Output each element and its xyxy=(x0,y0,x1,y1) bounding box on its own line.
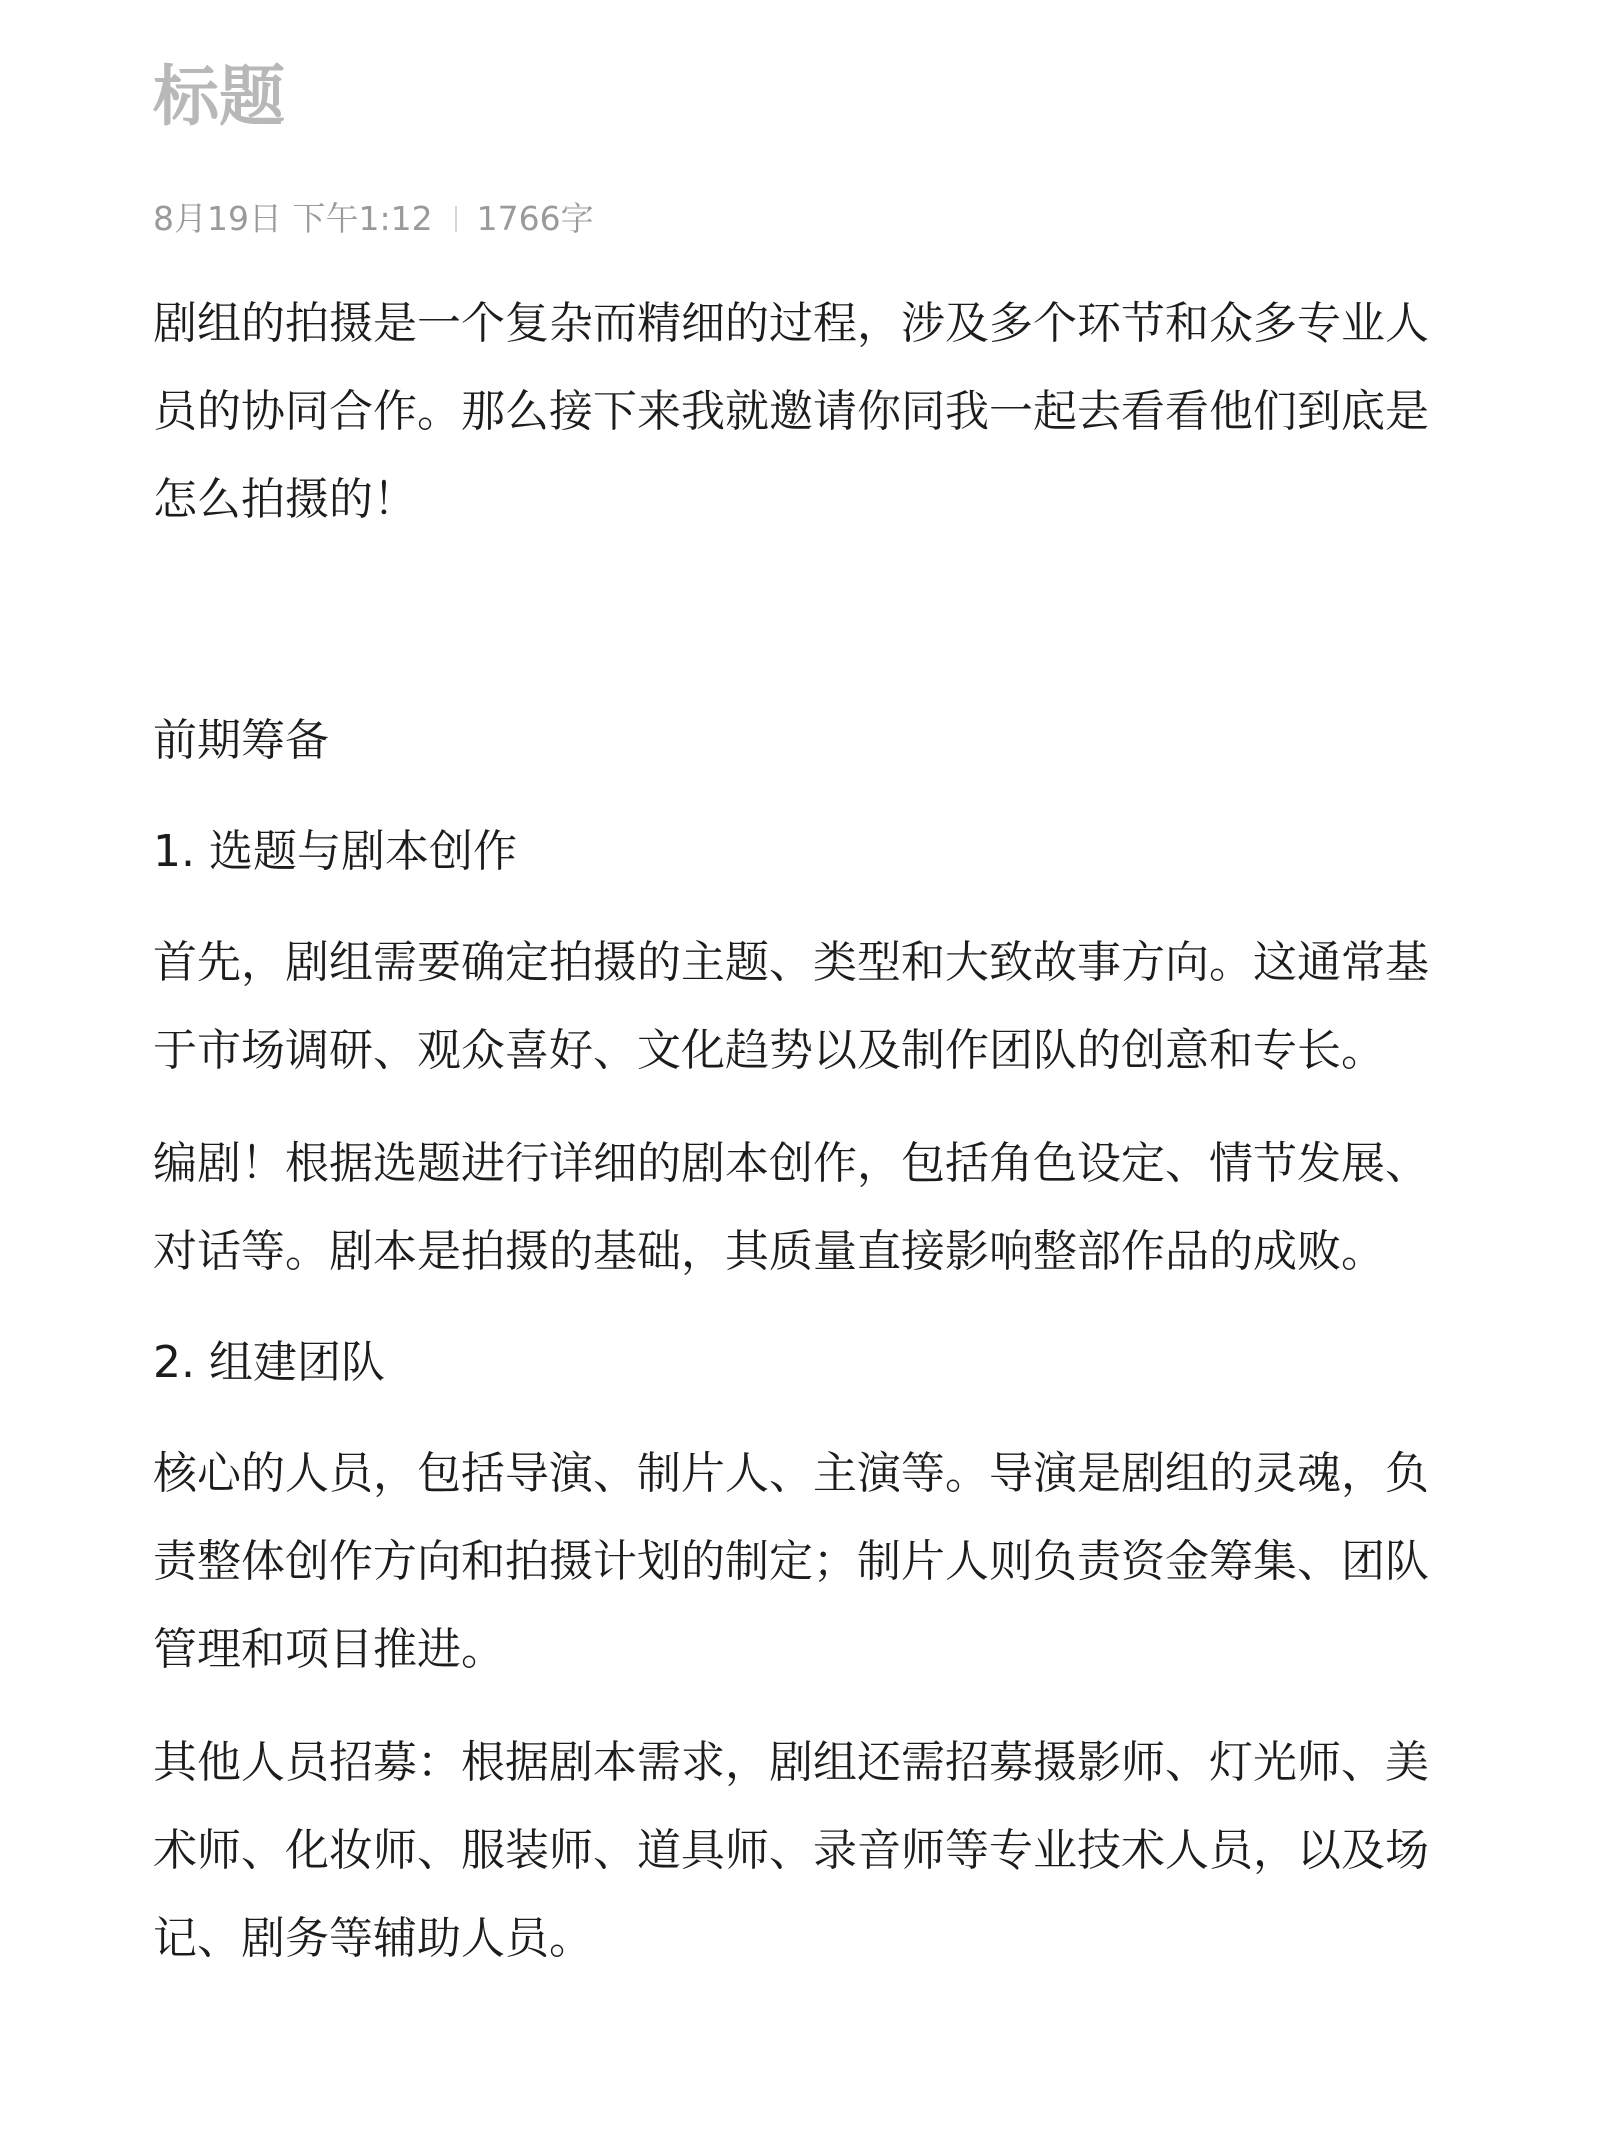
subsection-heading: 2. 组建团队 xyxy=(153,1337,385,1388)
body-paragraph: 核心的人员，包括导演、制片人、主演等。导演是剧组的灵魂，负责整体创作方向和拍摄计划的制定；制片人则负责资金筹集、团队管理和项目推进。 xyxy=(153,1448,1429,1675)
note-body[interactable] xyxy=(153,280,1463,1983)
intro-paragraph: 剧组的拍摄是一个复杂而精细的过程，涉及多个环节和众多专业人员的协同合作。那么接下来我就邀请你同我一起去看看他们到底是怎么拍摄的！ xyxy=(153,298,1429,525)
body-paragraph: 首先，剧组需要确定拍摄的主题、类型和大致故事方向。这通常基于市场调研、观众喜好、文化趋势以及制作团队的创意和专长。 xyxy=(153,937,1429,1076)
note-header xyxy=(153,52,1463,239)
note-meta xyxy=(153,199,1463,239)
note-datetime: 8月19日 下午1:12 xyxy=(153,199,433,238)
subsection-heading: 1. 选题与剧本创作 xyxy=(153,826,517,877)
body-paragraph: 编剧！根据选题进行详细的剧本创作，包括角色设定、情节发展、对话等。剧本是拍摄的基础，其质量直接影响整部作品的成败。 xyxy=(153,1138,1429,1277)
note-word-count: 1766字 xyxy=(476,199,594,238)
meta-divider xyxy=(455,206,457,232)
body-paragraph: 其他人员招募：根据剧本需求，剧组还需招募摄影师、灯光师、美术师、化妆师、服装师、道具师、录音师等专业技术人员，以及场记、剧务等辅助人员。 xyxy=(153,1737,1429,1964)
note-title[interactable]: 标题 xyxy=(153,58,285,135)
section-heading: 前期筹备 xyxy=(153,715,329,766)
